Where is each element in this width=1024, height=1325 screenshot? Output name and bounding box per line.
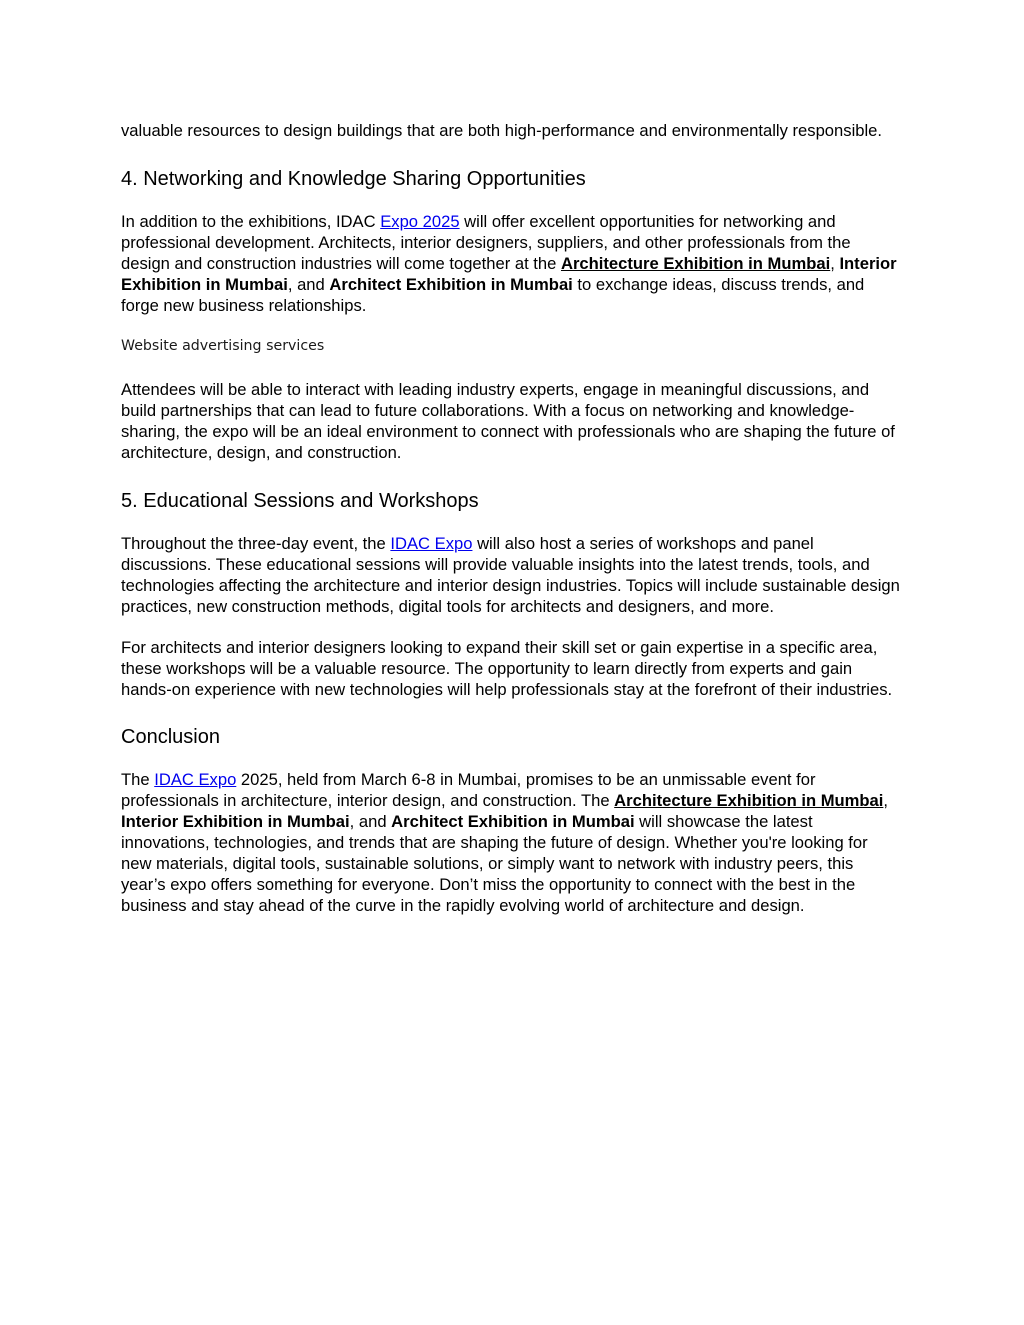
conclusion-text-1: The — [121, 770, 155, 789]
architects-text: For architects and interior designers looking to expand their skill set or gain expertise in a specific area, these workshops will be a valuable resource. The opportunity to learn directly from experts and gain hands-on experience with new technologies will help professionals stay at the forefront of their industries. — [121, 638, 893, 699]
architecture-exhibition-link[interactable]: Architecture Exhibition in Mumbai — [560, 254, 831, 273]
attendees-paragraph — [121, 379, 901, 463]
educational-heading: 5. Educational Sessions and Workshops — [121, 490, 479, 512]
networking-text-1: In addition to the exhibitions, IDAC — [121, 212, 381, 231]
educational-paragraph — [121, 533, 901, 617]
idac-expo-link[interactable]: IDAC Expo — [390, 534, 473, 553]
conclusion-text-2: 2025, held from March 6-8 in Mumbai, promises to be an unmissable event for professionals in architecture, interior design, and construction. The — [121, 770, 816, 810]
conclusion-architect-exhibition-text: Architect Exhibition in Mumbai — [391, 812, 635, 831]
intro-paragraph — [121, 120, 901, 141]
networking-separator-2: , and — [287, 275, 330, 294]
educational-text-1: Throughout the three-day event, the — [121, 534, 391, 553]
networking-separator-1: , — [830, 254, 840, 273]
networking-paragraph — [121, 211, 901, 316]
expo-2025-link[interactable]: Expo 2025 — [380, 212, 460, 231]
advertising-note: Website advertising services — [121, 338, 325, 354]
conclusion-text-3: will showcase the latest innovations, technologies, and trends that are shaping the future of design. Whether you're looking for new materials, digital tools, sustainable solutions, or simply want to network with industry peers, this year’s expo offers something for everyone. Don’t miss the opportunity to connect with the best in the business and stay ahead of the curve in the rapidly evolving world of architecture and design. — [121, 812, 868, 915]
interior-exhibition-text: Interior Exhibition in Mumbai — [121, 254, 897, 294]
conclusion-idac-expo-link[interactable]: IDAC Expo — [154, 770, 237, 789]
conclusion-paragraph — [121, 769, 901, 916]
attendees-text: Attendees will be able to interact with leading industry experts, engage in meaningful discussions, and build partnerships that can lead to future collaborations. With a focus on networking and knowledge-sharing, the expo will be an ideal environment to connect with professionals who are shaping the future of architecture, design, and construction. — [121, 380, 895, 462]
conclusion-heading: Conclusion — [121, 726, 220, 748]
conclusion-architecture-exhibition-link[interactable]: Architecture Exhibition in Mumbai — [614, 791, 884, 810]
intro-text: valuable resources to design buildings that are both high-performance and environmentally responsible. — [121, 121, 883, 140]
conclusion-separator-1: , — [883, 791, 889, 810]
conclusion-separator-2: , and — [349, 812, 392, 831]
architect-exhibition-text: Architect Exhibition in Mumbai — [329, 275, 573, 294]
conclusion-interior-exhibition-text: Interior Exhibition in Mumbai — [121, 812, 350, 831]
networking-heading: 4. Networking and Knowledge Sharing Opportunities — [121, 168, 586, 190]
educational-text-2: will also host a series of workshops and panel discussions. These educational sessions will provide valuable insights into the latest trends, tools, and technologies affecting the architecture and interior design industries. Topics will include sustainable design practices, new construction methods, digital tools for architects and designers, and more. — [121, 534, 900, 616]
architects-paragraph — [121, 637, 901, 700]
networking-text-3: to exchange ideas, discuss trends, and forge new business relationships. — [121, 275, 865, 315]
document-page — [121, 120, 901, 916]
networking-text-2: will offer excellent opportunities for networking and professional development. Architects, interior designers, suppliers, and other professionals from the design and construction industries will come together at the — [121, 212, 851, 273]
